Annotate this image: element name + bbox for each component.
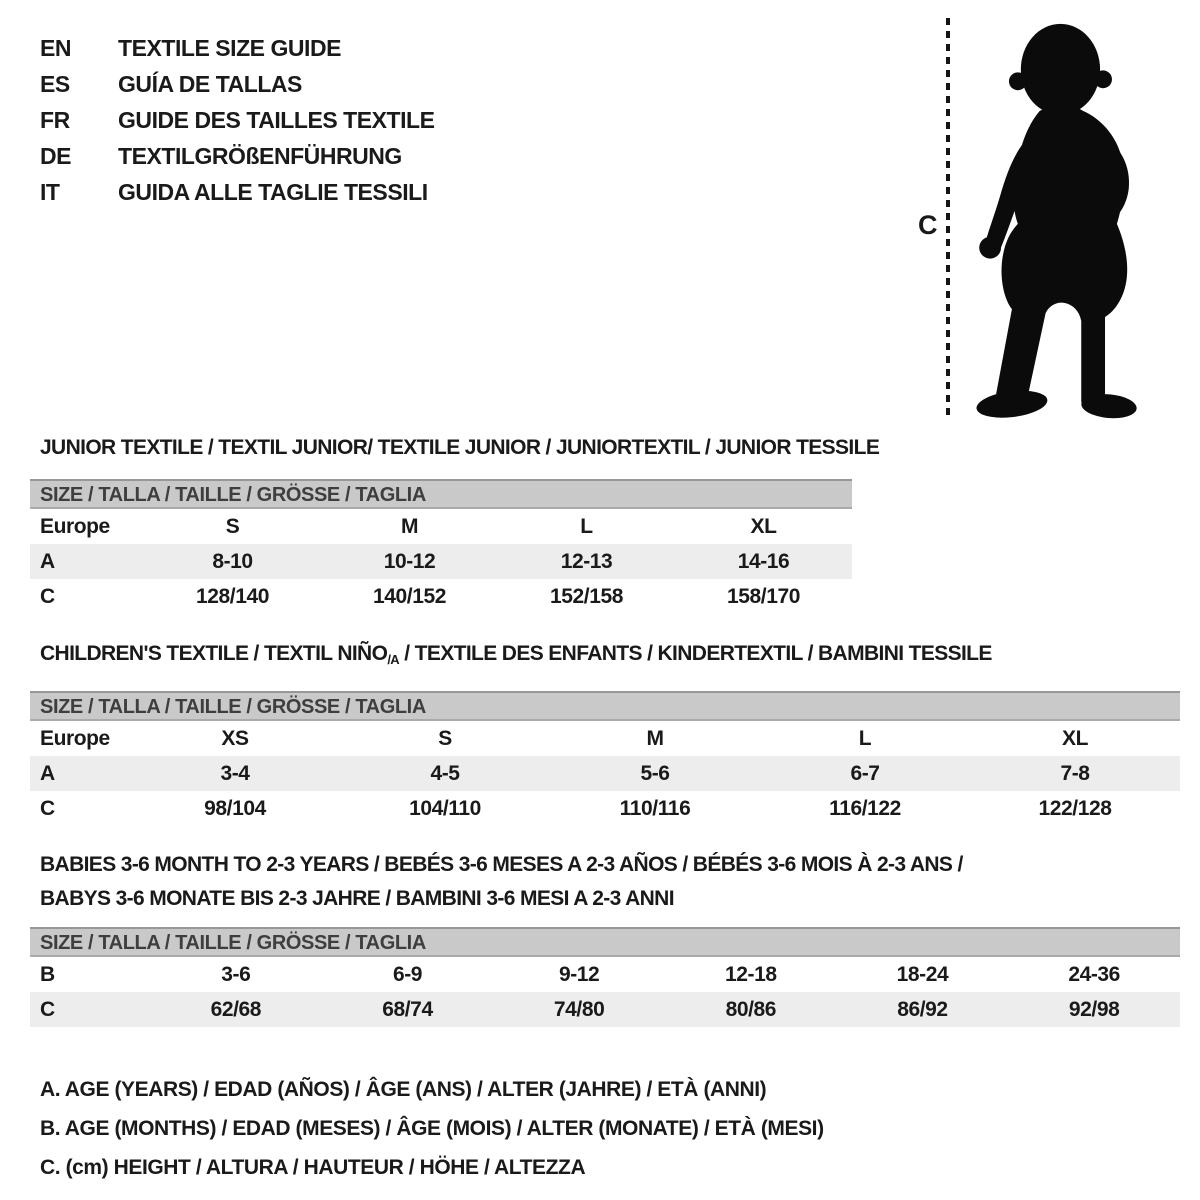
- legend-line-c: C. (cm) HEIGHT / ALTURA / HAUTEUR / HÖHE / ALTEZZA: [40, 1156, 586, 1179]
- junior-size-table: [30, 479, 852, 614]
- value-cell: 24-36: [1068, 962, 1120, 986]
- table-row-c: [30, 579, 852, 614]
- value-cell: 140/152: [373, 584, 446, 608]
- language-list: [40, 30, 435, 210]
- value-cell: 3-4: [220, 761, 250, 785]
- value-cell: 3-6: [221, 962, 251, 986]
- legend-line-b: B. AGE (MONTHS) / EDAD (MESES) / ÂGE (MOIS) / ALTER (MONATE) / ETÀ (MESI): [40, 1117, 824, 1140]
- table-row-b: [30, 957, 1180, 992]
- size-cell: S: [225, 514, 240, 538]
- row-label: A: [40, 549, 55, 573]
- legend-line-a: A. AGE (YEARS) / EDAD (AÑOS) / ÂGE (ANS) / ALTER (JAHRE) / ETÀ (ANNI): [40, 1078, 767, 1101]
- size-cell: S: [438, 726, 452, 750]
- children-title-subscript: /A: [387, 652, 400, 667]
- size-guide-figure: [900, 6, 1195, 424]
- children-section-title: [40, 642, 992, 667]
- children-title-rest: / TEXTILE DES ENFANTS / KINDERTEXTIL / BAMBINI TESSILE: [399, 642, 992, 665]
- table-row-europe: [30, 721, 1180, 756]
- value-cell: 68/74: [382, 997, 433, 1021]
- value-cell: 14-16: [737, 549, 790, 573]
- language-row: [40, 102, 435, 138]
- value-cell: 128/140: [196, 584, 269, 608]
- size-cell: M: [646, 726, 664, 750]
- row-label: C: [40, 796, 55, 820]
- language-code: IT: [40, 178, 60, 205]
- value-cell: 152/158: [550, 584, 623, 608]
- babies-section-title: [40, 848, 963, 916]
- table-row-c: [30, 791, 1180, 826]
- value-cell: 8-10: [212, 549, 253, 573]
- table-row-a: [30, 544, 852, 579]
- value-cell: 6-7: [850, 761, 880, 785]
- language-label: GUIDE DES TAILLES TEXTILE: [118, 106, 435, 133]
- measurement-legend: [40, 1070, 824, 1187]
- row-label: Europe: [40, 514, 110, 538]
- measure-c-label: C: [918, 210, 938, 240]
- language-code: EN: [40, 34, 72, 61]
- size-header-bar: SIZE / TALLA / TAILLE / GRÖSSE / TAGLIA: [30, 927, 1180, 957]
- language-code: ES: [40, 70, 70, 97]
- table-row-c: [30, 992, 1180, 1027]
- value-cell: 92/98: [1068, 997, 1120, 1021]
- language-code: FR: [40, 106, 70, 133]
- value-cell: 10-12: [383, 549, 436, 573]
- value-cell: 98/104: [204, 796, 266, 820]
- table-row-a: [30, 756, 1180, 791]
- language-code: DE: [40, 142, 72, 169]
- language-row: [40, 174, 435, 210]
- value-cell: 12-13: [560, 549, 613, 573]
- toddler-silhouette-icon: [960, 8, 1152, 424]
- language-label: GUIDA ALLE TAGLIE TESSILI: [118, 178, 428, 205]
- language-row: [40, 30, 435, 66]
- value-cell: 5-6: [640, 761, 670, 785]
- value-cell: 18-24: [896, 962, 949, 986]
- value-cell: 110/116: [619, 796, 691, 820]
- language-row: [40, 138, 435, 174]
- value-cell: 104/110: [409, 796, 481, 820]
- size-cell: XL: [750, 514, 777, 538]
- value-cell: 62/68: [210, 997, 262, 1021]
- junior-section-title: JUNIOR TEXTILE / TEXTIL JUNIOR/ TEXTILE JUNIOR / JUNIORTEXTIL / JUNIOR TESSILE: [40, 436, 880, 459]
- height-measure-dashed-line: [946, 18, 950, 418]
- value-cell: 116/122: [829, 796, 901, 820]
- value-cell: 158/170: [727, 584, 800, 608]
- size-cell: M: [400, 514, 419, 538]
- language-label: TEXTILGRÖßENFÜHRUNG: [118, 142, 402, 169]
- size-cell: XS: [221, 726, 249, 750]
- value-cell: 86/92: [897, 997, 948, 1021]
- size-cell: L: [580, 514, 593, 538]
- size-header-bar: SIZE / TALLA / TAILLE / GRÖSSE / TAGLIA: [30, 479, 852, 509]
- value-cell: 74/80: [553, 997, 605, 1021]
- value-cell: 7-8: [1060, 761, 1090, 785]
- language-label: TEXTILE SIZE GUIDE: [118, 34, 342, 61]
- size-cell: XL: [1062, 726, 1088, 750]
- children-title-main: CHILDREN'S TEXTILE / TEXTIL NIÑO: [40, 642, 388, 665]
- row-label: C: [40, 584, 55, 608]
- value-cell: 4-5: [430, 761, 460, 785]
- value-cell: 6-9: [392, 962, 423, 986]
- table-row-europe: [30, 509, 852, 544]
- value-cell: 122/128: [1038, 796, 1112, 820]
- babies-title-line2: BABYS 3-6 MONATE BIS 2-3 JAHRE / BAMBINI 3-6 MESI A 2-3 ANNI: [40, 887, 674, 910]
- row-label: C: [40, 997, 55, 1021]
- language-row: [40, 66, 435, 102]
- row-label: Europe: [40, 726, 110, 750]
- size-cell: L: [858, 726, 872, 750]
- value-cell: 9-12: [558, 962, 600, 986]
- language-label: GUÍA DE TALLAS: [118, 70, 302, 97]
- row-label: B: [40, 962, 55, 986]
- size-header-bar: SIZE / TALLA / TAILLE / GRÖSSE / TAGLIA: [30, 691, 1180, 721]
- children-size-table: [30, 691, 1180, 826]
- babies-size-table: [30, 927, 1180, 1027]
- row-label: A: [40, 761, 55, 785]
- babies-title-line1: BABIES 3-6 MONTH TO 2-3 YEARS / BEBÉS 3-6 MESES A 2-3 AÑOS / BÉBÉS 3-6 MOIS À 2-3 ANS /: [40, 853, 963, 876]
- value-cell: 12-18: [724, 962, 777, 986]
- value-cell: 80/86: [725, 997, 777, 1021]
